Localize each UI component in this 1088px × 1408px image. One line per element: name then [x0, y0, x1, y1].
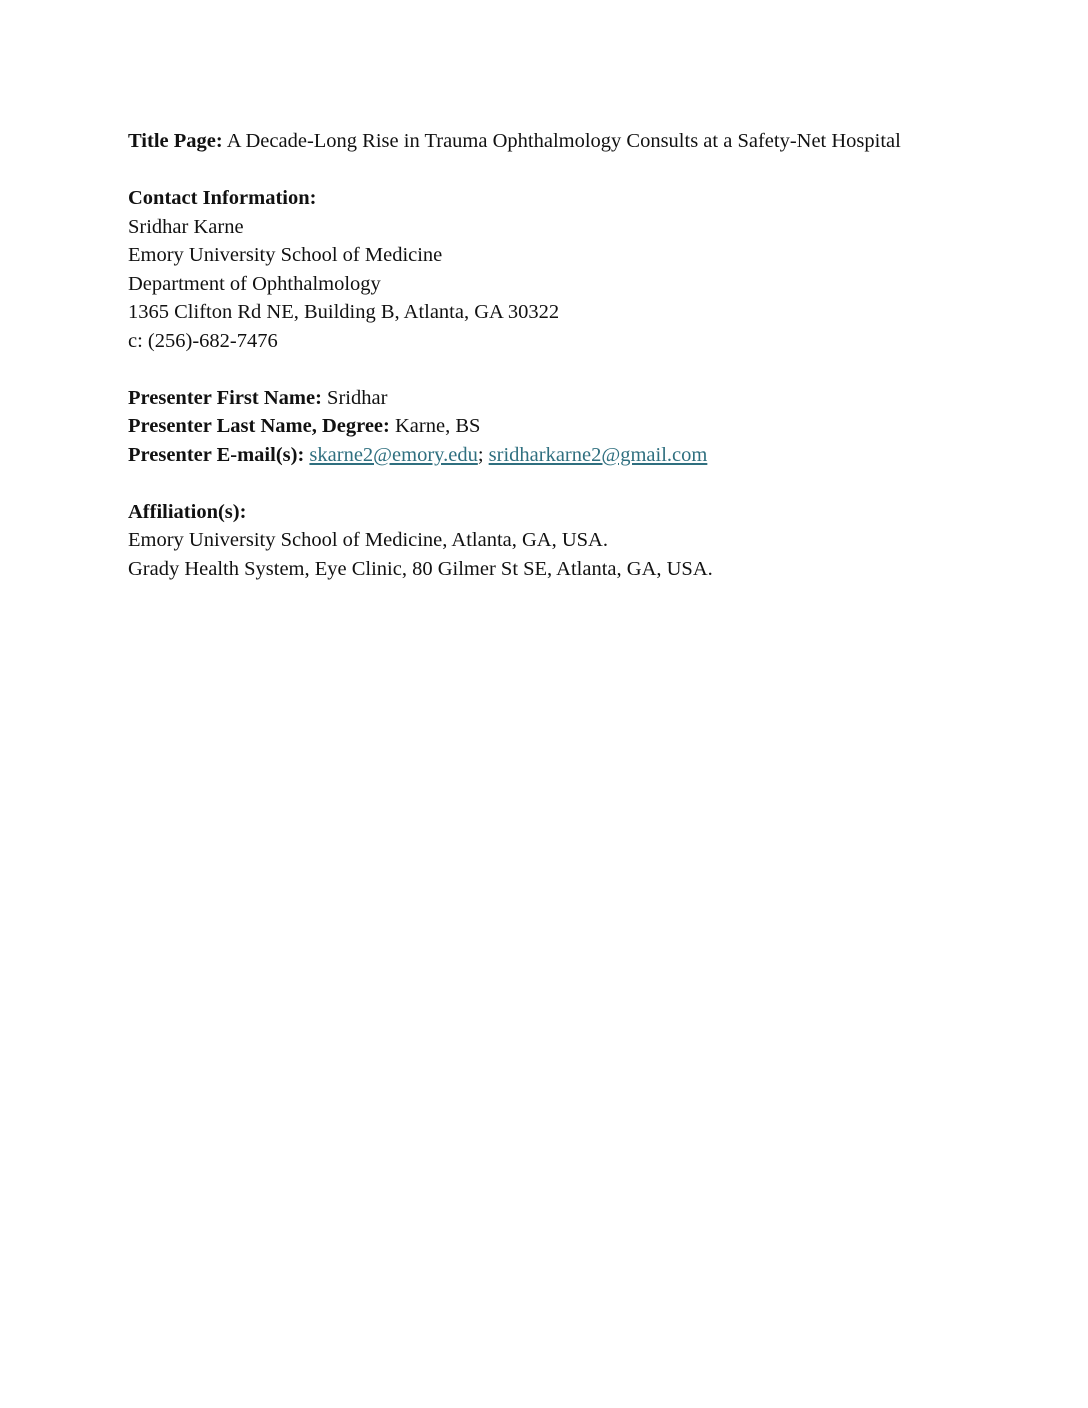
- affiliation-item: Emory University School of Medicine, Atlanta, GA, USA.: [128, 529, 608, 551]
- spacer: [128, 355, 1028, 384]
- affiliation-item: Grady Health System, Eye Clinic, 80 Gilmer St SE, Atlanta, GA, USA.: [128, 557, 713, 580]
- presenter-last-name-line: [128, 412, 1028, 441]
- presenter-first-name-label: Presenter First Name:: [128, 386, 322, 409]
- contact-institution: Emory University School of Medicine: [128, 244, 443, 266]
- title-line: [128, 127, 1028, 156]
- email-separator: ;: [477, 443, 484, 466]
- presenter-first-name: Sridhar: [327, 386, 388, 409]
- title-label: Title Page:: [128, 130, 223, 152]
- contact-phone: c: (256)-682-7476: [128, 329, 278, 352]
- presenter-first-name-line: [128, 384, 1028, 413]
- contact-name: Sridhar Karne: [128, 215, 244, 238]
- presenter-email-line: [128, 441, 1028, 470]
- title-text: A Decade-Long Rise in Trauma Ophthalmology Consults at a Safety-Net Hospital: [226, 130, 901, 152]
- spacer: [128, 469, 1028, 498]
- presenter-email-label: Presenter E-mail(s):: [128, 443, 305, 466]
- contact-department: Department of Ophthalmology: [128, 272, 381, 295]
- document-body: [128, 127, 1028, 583]
- spacer: [128, 156, 1028, 185]
- email-link-emory[interactable]: skarne2@emory.edu: [309, 443, 478, 466]
- presenter-last-name: Karne, BS: [394, 415, 481, 437]
- email-link-gmail[interactable]: sridharkarne2@gmail.com: [488, 443, 708, 466]
- affiliations-heading: Affiliation(s):: [128, 500, 247, 523]
- presenter-last-name-label: Presenter Last Name, Degree:: [128, 415, 390, 437]
- contact-address: 1365 Clifton Rd NE, Building B, Atlanta, GA 30322: [128, 301, 560, 323]
- contact-heading: Contact Information:: [128, 187, 317, 209]
